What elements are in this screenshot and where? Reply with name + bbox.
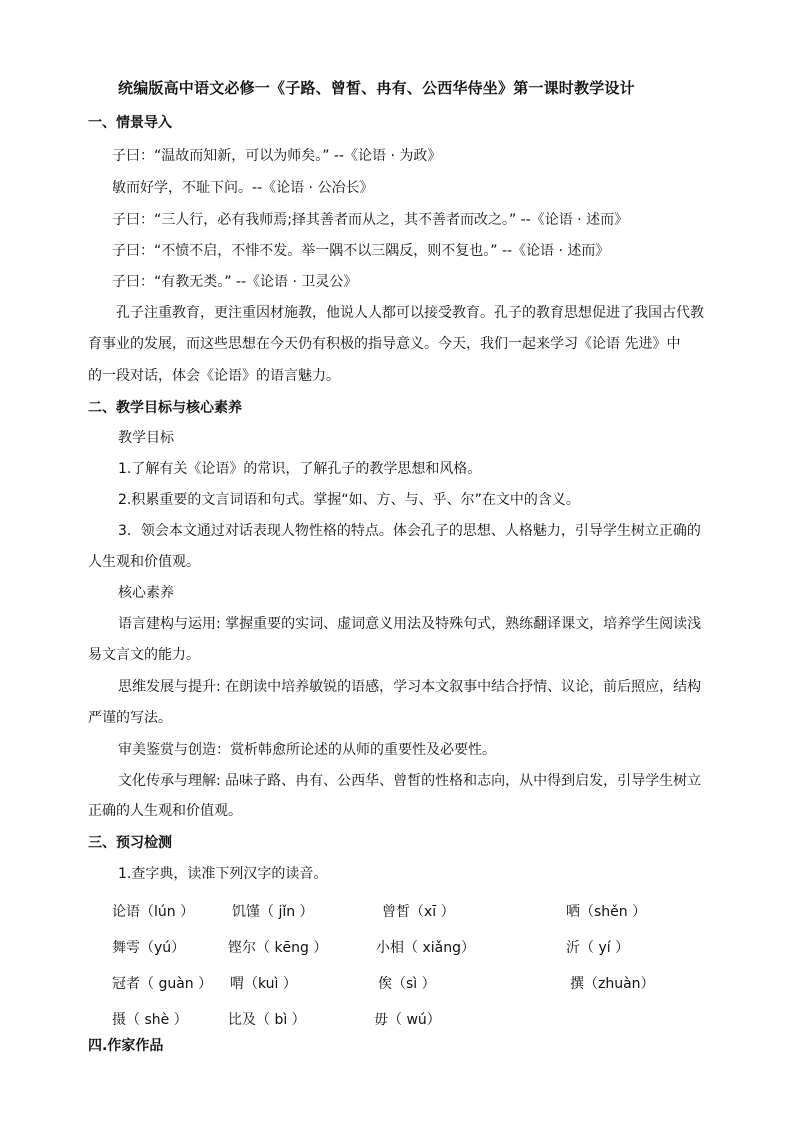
goal-2: 2.积累重要的文言词语和句式。掌握“如、方、与、乎、尔”在文中的含义。 (118, 492, 580, 508)
page-title: 统编版高中语文必修一《子路、曾皙、冉有、公西华侍坐》第一课时教学设计 (118, 79, 635, 97)
pinyin-item: 冠者（ guàn ） (112, 976, 213, 992)
core-1-line-2: 易文言文的能力。 (88, 647, 200, 663)
pinyin-item: 铿尔（ kēng ） (228, 940, 328, 956)
intro-paragraph-line-2: 育事业的发展，而这些思想在今天仍有积极的指导意义。今天，我们一起来学习《论语 先进》中 (88, 336, 681, 352)
goal-3-line-2: 人生观和价值观。 (88, 554, 200, 570)
core-2-line-2: 严谨的写法。 (88, 710, 172, 726)
quote-1: 子曰：“温故而知新，可以为师矣。” --《论语 · 为政》 (112, 148, 442, 164)
core-2-line-1: 思维发展与提升: 在朗读中培养敏锐的语感，学习本文叙事中结合抒情、议论，前后照应，结构 (118, 679, 702, 695)
goal-3-line-1: 3．领会本文通过对话表现人物性格的特点。体会孔子的思想、人格魅力，引导学生树立正确的 (118, 523, 701, 539)
intro-paragraph-line-1: 孔子注重教育，更注重因材施教，他说人人都可以接受教育。孔子的教育思想促进了我国古代教 (116, 305, 704, 321)
core-4-line-2: 正确的人生观和价值观。 (88, 803, 242, 819)
pinyin-item: 曾皙（xī ） (382, 904, 455, 920)
section-heading-preview: 三、预习检测 (88, 835, 172, 851)
core-label: 核心素养 (118, 585, 174, 601)
quote-4: 子曰：“不愤不启，不悱不发。举一隅不以三隅反，则不复也。” --《论语 · 述而》 (112, 243, 610, 259)
goal-1: 1.了解有关《论语》的常识，了解孔子的教学思想和风格。 (118, 461, 482, 477)
quote-5: 子曰：“有教无类。” --《论语 · 卫灵公》 (112, 274, 358, 290)
pinyin-item: 哂（shěn ） (566, 904, 647, 920)
intro-paragraph-line-3: 的一段对话，体会《论语》的语言魅力。 (88, 368, 340, 384)
section-heading-intro: 一、情景导入 (88, 115, 172, 131)
core-4-line-1: 文化传承与理解: 品味子路、冉有、公西华、曾皙的性格和志向，从中得到启发，引导学生树立 (118, 773, 702, 789)
pinyin-item: 撰（zhuàn） (570, 976, 655, 992)
quote-3: 子曰：“三人行，必有我师焉;择其善者而从之，其不善者而改之。” --《论语 · 述而》 (112, 212, 629, 228)
core-3: 审美鉴赏与创造：赏析韩愈所论述的从师的重要性及必要性。 (118, 742, 496, 758)
pinyin-item: 毋（ wú） (374, 1012, 441, 1028)
section-heading-goals: 二、教学目标与核心素养 (88, 400, 242, 416)
pinyin-item: 俟（sì ） (378, 976, 436, 992)
pinyin-item: 喟（kuì ） (230, 976, 297, 992)
pinyin-item: 论语（lún ） (112, 904, 195, 920)
pinyin-item: 沂（ yí ） (566, 940, 630, 956)
preview-instruction: 1.查字典，读准下列汉字的读音。 (118, 866, 328, 882)
pinyin-item: 摄（ shè ） (112, 1012, 188, 1028)
pinyin-item: 饥馑（ jǐn ） (232, 904, 314, 920)
goals-label: 教学目标 (118, 430, 174, 446)
quote-2: 敏而好学，不耻下问。--《论语 · 公冶长》 (112, 180, 374, 196)
pinyin-item: 小相（ xiǎng） (376, 940, 475, 956)
pinyin-item: 舞雩（yú） (112, 940, 186, 956)
section-heading-author: 四.作家作品 (88, 1038, 164, 1054)
core-1-line-1: 语言建构与运用: 掌握重要的实词、虚词意义用法及特殊句式，熟练翻译课文，培养学生阅读浅 (118, 616, 702, 632)
pinyin-item: 比及（ bì ） (228, 1012, 306, 1028)
